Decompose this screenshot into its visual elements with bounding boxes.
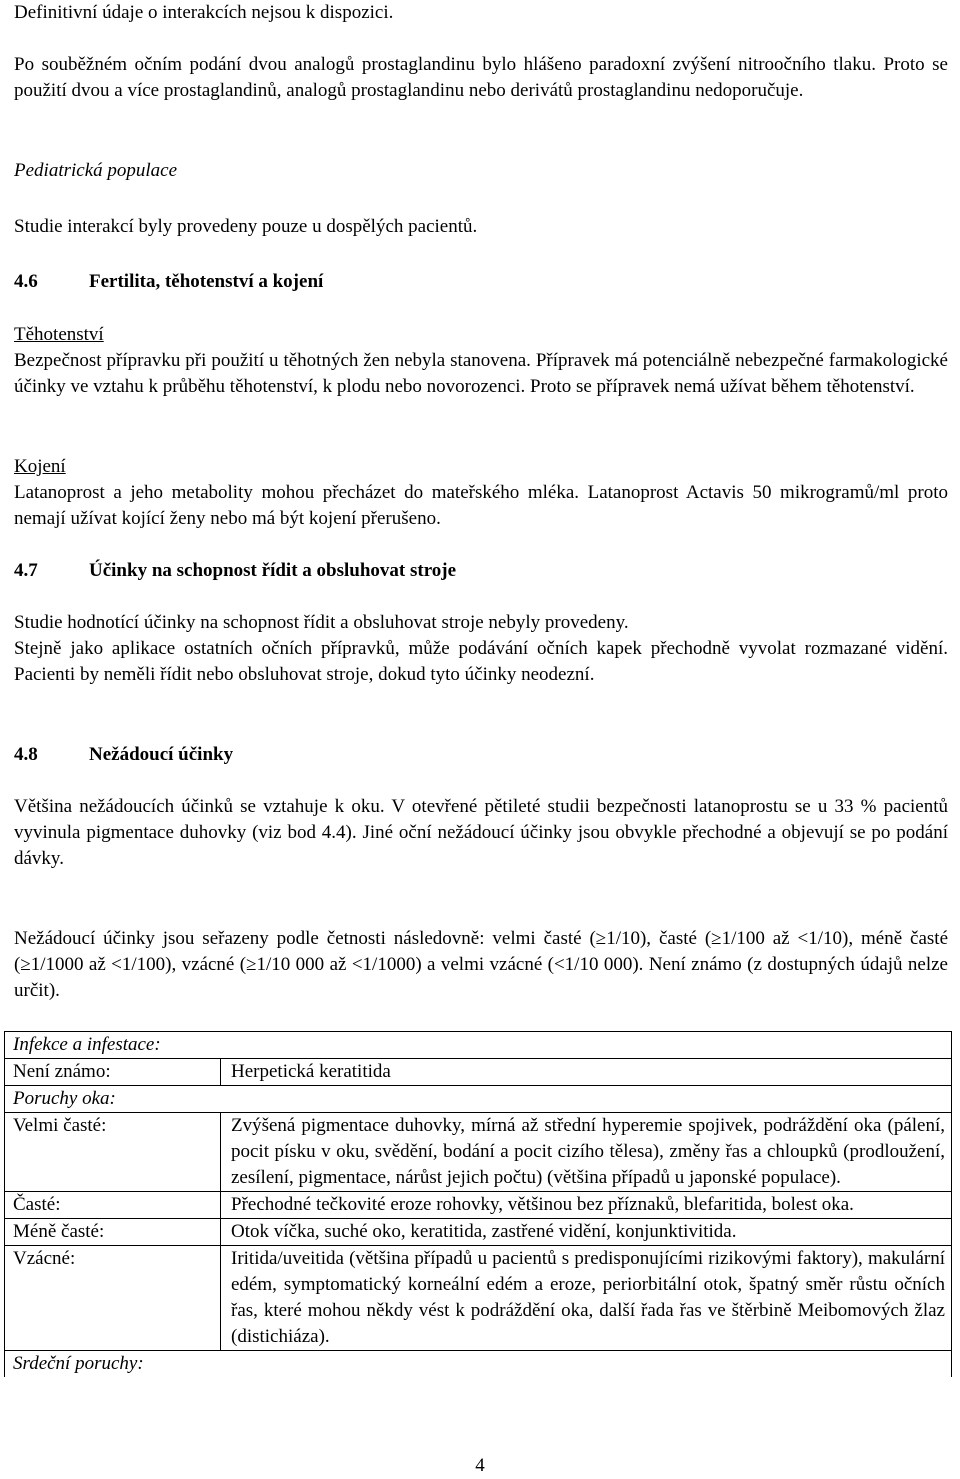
table-row bbox=[5, 1219, 952, 1246]
adverse-effects-table bbox=[4, 1031, 952, 1377]
effects-value: Iritida/uveitida (většina případů u pacientů s predisponujícími rizikovými faktory), makulární edém, symptomatický korneální edém a eroze, periorbitální otok, špatný směr růstu očních řas, které mohou někdy vést k podráždění oka, další řada řas ve štěrbině Meibomových žlaz (distichiáza). bbox=[221, 1246, 952, 1351]
section-number: 4.8 bbox=[14, 744, 38, 765]
effects-value: Herpetická keratitida bbox=[221, 1059, 952, 1086]
table-category-row bbox=[5, 1351, 952, 1378]
table-category-row bbox=[5, 1086, 952, 1113]
category-infections: Infekce a infestace: bbox=[5, 1032, 952, 1059]
adverse-effects-intro: Většina nežádoucích účinků se vztahuje k oku. V otevřené pětileté studii bezpečnosti latanoprostu se u 33 % pacientů vyvinula pigmentace duhovky (viz bod 4.4). Jiné oční nežádoucí účinky jsou obvykle přechodné a objevují se po podání dávky. bbox=[14, 796, 948, 869]
pregnancy-heading: Těhotenství bbox=[14, 324, 104, 345]
table-row bbox=[5, 1192, 952, 1219]
table-category-row bbox=[5, 1032, 952, 1059]
interactions-note: Definitivní údaje o interakcích nejsou k dispozici. bbox=[14, 2, 394, 23]
section-4-8-heading bbox=[14, 742, 233, 768]
section-4-7-heading bbox=[14, 558, 456, 584]
effects-value: Otok víčka, suché oko, keratitida, zastřené vidění, konjunktivitida. bbox=[221, 1219, 952, 1246]
category-cardiac-disorders: Srdeční poruchy: bbox=[5, 1351, 952, 1378]
pregnancy-text: Bezpečnost přípravku při použití u těhotných žen nebyla stanovena. Přípravek má potenciálně nebezpečné farmakologické účinky ve vztahu k průběhu těhotenství, k plodu nebo novorozenci. Proto se přípravek nemá užívat během těhotenství. bbox=[14, 350, 948, 397]
section-number: 4.7 bbox=[14, 560, 38, 581]
table-row bbox=[5, 1246, 952, 1351]
section-number: 4.6 bbox=[14, 271, 38, 292]
effects-value: Zvýšená pigmentace duhovky, mírná až střední hyperemie spojivek, podráždění oka (pálení, pocit písku v oku, svědění, bodání a pocit cizího tělesa), změny řas a chloupků (prodloužení, zesílení, pigmentace, nárůst jejich počtu) (většina případů u japonské populace). bbox=[221, 1113, 952, 1192]
section-title: Účinky na schopnost řídit a obsluhovat stroje bbox=[89, 560, 457, 581]
pediatric-heading: Pediatrická populace bbox=[14, 160, 178, 181]
frequency-label: Velmi časté: bbox=[5, 1113, 221, 1192]
frequency-label: Časté: bbox=[5, 1192, 221, 1219]
prostaglandin-paragraph: Po souběžném očním podání dvou analogů prostaglandinu bylo hlášeno paradoxní zvýšení nitroočního tlaku. Proto se použití dvou a více prostaglandinů, analogů prostaglandinu nebo derivátů prostaglandinu nedoporučuje. bbox=[14, 54, 948, 101]
table-row bbox=[5, 1059, 952, 1086]
driving-text-1: Studie hodnotící účinky na schopnost řídit a obsluhovat stroje nebyly provedeny. bbox=[14, 612, 629, 633]
category-eye-disorders: Poruchy oka: bbox=[5, 1086, 952, 1113]
lactation-heading: Kojení bbox=[14, 456, 66, 477]
pediatric-text: Studie interakcí byly provedeny pouze u dospělých pacientů. bbox=[14, 216, 478, 237]
lactation-text: Latanoprost a jeho metabolity mohou přecházet do mateřského mléka. Latanoprost Actavis 50 mikrogramů/ml proto nemají užívat kojící ženy nebo má být kojení přerušeno. bbox=[14, 482, 948, 529]
frequency-definitions: Nežádoucí účinky jsou seřazeny podle četnosti následovně: velmi časté (≥1/10), časté (≥1/100 až <1/10), méně časté (≥1/1000 až <1/100), vzácné (≥1/10 000 až <1/1000) a velmi vzácné (<1/10 000). Není známo (z dostupných údajů nelze určit). bbox=[14, 928, 948, 1001]
table-row bbox=[5, 1113, 952, 1192]
page-number: 4 bbox=[475, 1455, 485, 1476]
section-title: Fertilita, těhotenství a kojení bbox=[89, 271, 324, 292]
frequency-label: Vzácné: bbox=[5, 1246, 221, 1351]
effects-value: Přechodné tečkovité eroze rohovky, většinou bez příznaků, blefaritida, bolest oka. bbox=[221, 1192, 952, 1219]
frequency-label: Není známo: bbox=[5, 1059, 221, 1086]
frequency-label: Méně časté: bbox=[5, 1219, 221, 1246]
section-4-6-heading bbox=[14, 269, 323, 295]
driving-text-2: Stejně jako aplikace ostatních očních přípravků, může podávání očních kapek přechodně vyvolat rozmazané vidění. Pacienti by neměli řídit nebo obsluhovat stroje, dokud tyto účinky neodezní. bbox=[14, 638, 948, 685]
section-title: Nežádoucí účinky bbox=[89, 744, 234, 765]
